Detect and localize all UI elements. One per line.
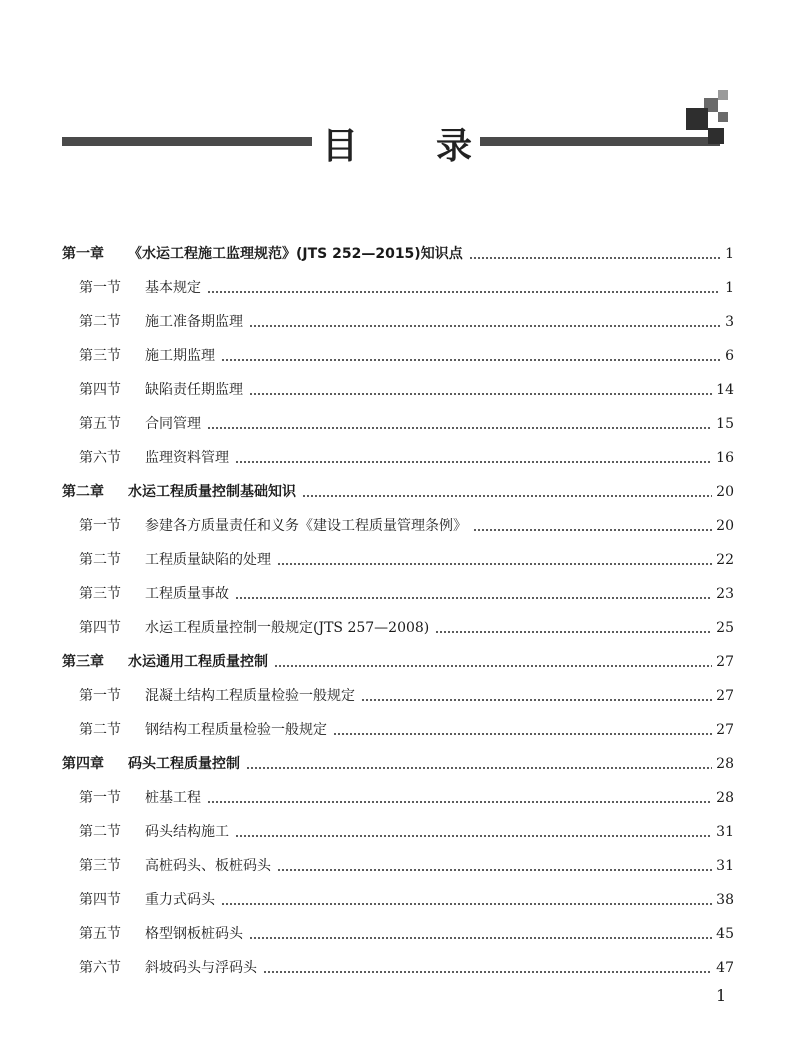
toc-section-row <box>79 376 734 400</box>
toc-entry-title: 参建各方质量责任和义务《建设工程质量管理条例》 <box>145 518 467 534</box>
toc-entry-page: 27 <box>716 654 734 670</box>
toc-entry-page: 31 <box>716 824 734 840</box>
toc-entry-title: 工程质量缺陷的处理 <box>145 552 271 568</box>
toc-section-row <box>79 546 734 570</box>
toc-entry-page: 15 <box>716 416 734 432</box>
toc-entry-title: 工程质量事故 <box>145 586 229 602</box>
toc-entry-number: 第四章 <box>62 756 104 772</box>
toc-entry-title: 钢结构工程质量检验一般规定 <box>145 722 327 738</box>
toc-entry-title: 施工准备期监理 <box>145 314 243 330</box>
dot-leader <box>207 801 712 803</box>
toc-section-row <box>79 580 734 604</box>
toc-entry-number: 第三章 <box>62 654 104 670</box>
toc-entry-number: 第四节 <box>79 382 121 398</box>
toc-entry-number: 第二节 <box>79 314 121 330</box>
toc-entry-page: 27 <box>716 722 734 738</box>
toc-entry-page: 28 <box>716 790 734 806</box>
toc-entry-number: 第二章 <box>62 484 104 500</box>
dot-leader <box>221 359 720 361</box>
toc-entry-page: 25 <box>716 620 734 636</box>
dot-leader <box>277 869 712 871</box>
toc-entry-number: 第一节 <box>79 518 121 534</box>
toc-entry-number: 第一节 <box>79 790 121 806</box>
toc-entry-title: 基本规定 <box>145 280 201 296</box>
toc-entry-title: 重力式码头 <box>145 892 215 908</box>
toc-entry-number: 第三节 <box>79 586 121 602</box>
toc-entry-title: 码头结构施工 <box>145 824 229 840</box>
toc-section-row <box>79 614 734 638</box>
toc-chapter-row <box>62 240 734 264</box>
toc-entry-page: 47 <box>716 960 734 976</box>
toc-entry-page: 20 <box>716 484 734 500</box>
toc-section-row <box>79 512 734 536</box>
toc-entry-page: 28 <box>716 756 734 772</box>
toc-entry-title: 《水运工程施工监理规范》(JTS 252—2015)知识点 <box>128 246 463 262</box>
toc-entry-page: 31 <box>716 858 734 874</box>
toc-entry-title: 高桩码头、板桩码头 <box>145 858 271 874</box>
toc-entry-title: 监理资料管理 <box>145 450 229 466</box>
toc-section-row <box>79 410 734 434</box>
dot-leader <box>274 665 712 667</box>
toc-entry-number: 第一节 <box>79 280 121 296</box>
toc-entry-number: 第二节 <box>79 824 121 840</box>
toc-entry-page: 45 <box>716 926 734 942</box>
toc-section-row <box>79 682 734 706</box>
toc-entry-title: 合同管理 <box>145 416 201 432</box>
toc-entry-page: 1 <box>725 246 734 262</box>
dot-leader <box>207 427 712 429</box>
toc-section-row <box>79 716 734 740</box>
toc-entry-page: 20 <box>716 518 734 534</box>
toc-chapter-row <box>62 648 734 672</box>
dot-leader <box>263 971 712 973</box>
toc-section-row <box>79 308 734 332</box>
toc-chapter-row <box>62 750 734 774</box>
toc-entry-number: 第五节 <box>79 926 121 942</box>
toc-entry-page: 16 <box>716 450 734 466</box>
toc-section-row <box>79 920 734 944</box>
toc-chapter-row <box>62 478 734 502</box>
dot-leader <box>361 699 712 701</box>
toc-entry-number: 第六节 <box>79 450 121 466</box>
toc-entry-page: 27 <box>716 688 734 704</box>
toc-entry-title: 施工期监理 <box>145 348 215 364</box>
page-number: 1 <box>716 986 727 1005</box>
dot-leader <box>235 597 712 599</box>
toc-entry-title: 水运工程质量控制一般规定(JTS 257—2008) <box>145 620 430 636</box>
toc-entry-number: 第五节 <box>79 416 121 432</box>
toc-entry-title: 缺陷责任期监理 <box>145 382 243 398</box>
toc-entry-page: 38 <box>716 892 734 908</box>
toc-section-row <box>79 818 734 842</box>
dot-leader <box>435 631 712 633</box>
toc-entry-page: 3 <box>725 314 734 330</box>
toc-entry-number: 第六节 <box>79 960 121 976</box>
dot-leader <box>235 461 712 463</box>
dot-leader <box>302 495 712 497</box>
title-char-2: 录 <box>435 125 472 167</box>
toc-section-row <box>79 342 734 366</box>
dot-leader <box>277 563 712 565</box>
dot-leader <box>333 733 712 735</box>
toc-entry-page: 23 <box>716 586 734 602</box>
toc-entry-number: 第一节 <box>79 688 121 704</box>
toc-section-row <box>79 886 734 910</box>
toc-section-row <box>79 954 734 978</box>
dot-leader <box>246 767 712 769</box>
dot-leader <box>235 835 712 837</box>
toc-entry-number: 第一章 <box>62 246 104 262</box>
toc-entry-title: 桩基工程 <box>145 790 201 806</box>
dot-leader <box>249 325 720 327</box>
dot-leader <box>473 529 712 531</box>
dot-leader <box>221 903 712 905</box>
toc-entry-page: 6 <box>725 348 734 364</box>
dot-leader <box>207 291 720 293</box>
toc-entry-title: 水运工程质量控制基础知识 <box>128 484 296 500</box>
toc-entry-number: 第二节 <box>79 722 121 738</box>
toc-section-row <box>79 852 734 876</box>
dot-leader <box>469 257 720 259</box>
title-char-1: 目 <box>322 125 359 167</box>
toc-entry-page: 22 <box>716 552 734 568</box>
toc-entry-page: 1 <box>725 280 734 296</box>
toc-section-row <box>79 444 734 468</box>
toc-entry-title: 格型钢板桩码头 <box>145 926 243 942</box>
toc-entry-number: 第四节 <box>79 620 121 636</box>
toc-entry-number: 第四节 <box>79 892 121 908</box>
dot-leader <box>249 937 712 939</box>
toc-entry-title: 混凝土结构工程质量检验一般规定 <box>145 688 355 704</box>
toc-entry-title: 水运通用工程质量控制 <box>128 654 268 670</box>
toc-entry-title: 斜坡码头与浮码头 <box>145 960 257 976</box>
toc-entry-number: 第三节 <box>79 348 121 364</box>
dot-leader <box>249 393 712 395</box>
toc-section-row <box>79 274 734 298</box>
toc-entry-page: 14 <box>716 382 734 398</box>
toc-section-row <box>79 784 734 808</box>
toc-entry-number: 第二节 <box>79 552 121 568</box>
toc-entry-number: 第三节 <box>79 858 121 874</box>
toc-entry-title: 码头工程质量控制 <box>128 756 240 772</box>
